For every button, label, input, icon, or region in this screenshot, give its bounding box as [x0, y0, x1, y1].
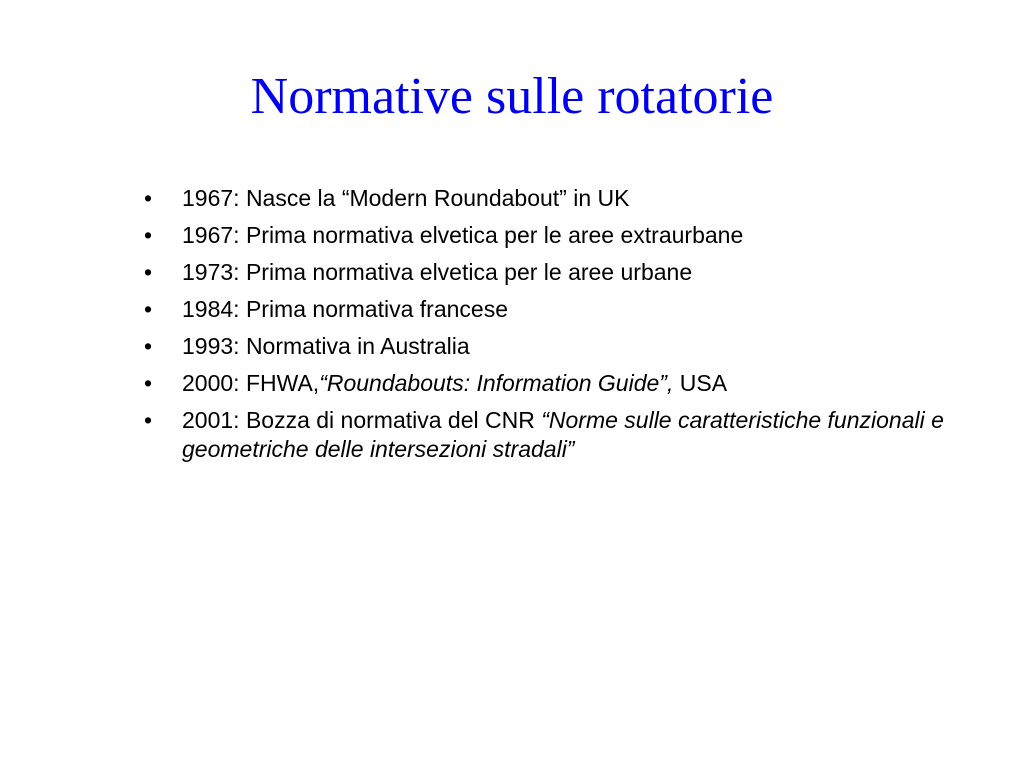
list-item [144, 221, 994, 250]
list-item-text: 1967: Nasce la “Modern Roundabout” in UK [182, 185, 630, 211]
bullet-icon: • [144, 185, 153, 211]
list-item-text-trail: USA [673, 370, 728, 396]
list-item [144, 295, 994, 324]
list-item-citation: “Norme sulle caratteristiche funzionali e geometriche delle intersezioni stradali” [182, 407, 944, 462]
list-item-text [182, 369, 994, 398]
list-item-text-lead: 2001: Bozza di normativa del CNR [182, 407, 542, 433]
list-item-text [182, 406, 994, 464]
list-item-text-lead: 2000: FHWA, [182, 370, 320, 396]
list-item-text: 1967: Prima normativa elvetica per le aree extraurbane [182, 222, 744, 248]
list-item-text: 1973: Prima normativa elvetica per le aree urbane [182, 259, 693, 285]
list-item-citation: “Roundabouts: Information Guide”, [319, 370, 674, 396]
list-item [144, 406, 994, 464]
bullet-icon: • [144, 259, 153, 285]
list-item-text: 1984: Prima normativa francese [182, 296, 508, 322]
list-item [144, 332, 994, 361]
bullet-icon: • [144, 370, 153, 396]
bullet-icon: • [144, 296, 153, 322]
bullet-icon: • [144, 407, 153, 433]
slide-title: Normative sulle rotatorie [250, 68, 774, 125]
bullet-icon: • [144, 333, 153, 359]
list-item [144, 184, 994, 213]
list-item [144, 258, 994, 287]
list-item [144, 369, 994, 398]
list-item-text: 1993: Normativa in Australia [182, 333, 470, 359]
bullet-list [144, 184, 994, 472]
bullet-icon: • [144, 222, 153, 248]
